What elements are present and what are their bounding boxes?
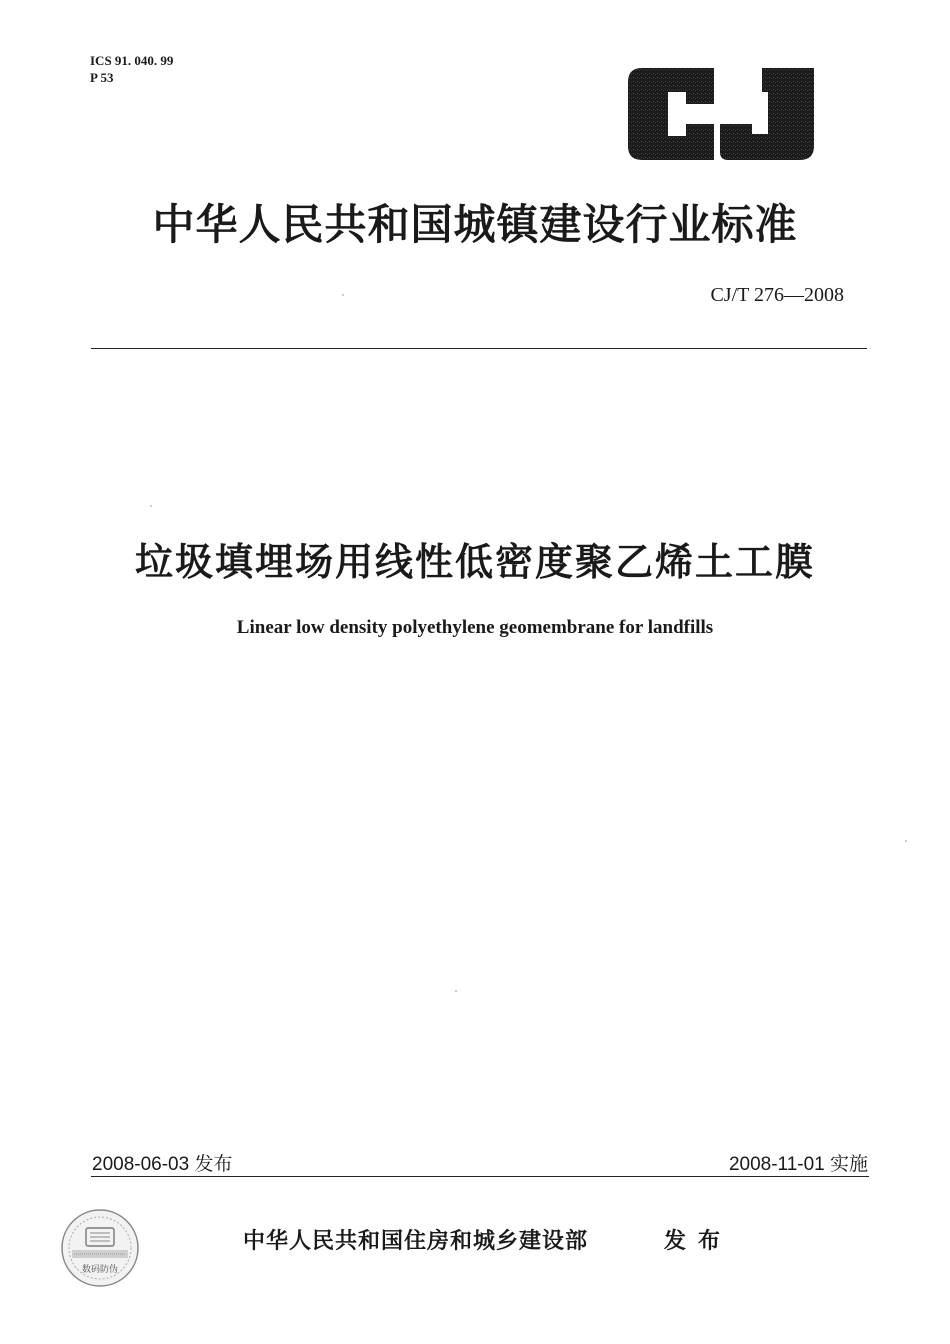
ics-code: ICS 91. 040. 99: [90, 53, 174, 68]
standard-number: CJ/T 276—2008: [710, 284, 844, 306]
chinese-title: 垃圾填埋场用线性低密度聚乙烯土工膜: [134, 540, 815, 584]
bottom-divider: [91, 1176, 869, 1177]
implementation-date: 2008-11-01 实施: [728, 1154, 868, 1175]
publisher: 中华人民共和国住房和城乡建设部: [243, 1229, 589, 1254]
seal-text: 数码防伪: [81, 1265, 119, 1275]
scan-speck: [905, 840, 907, 842]
industry-standard-title: 中华人民共和国城镇建设行业标准: [152, 200, 798, 249]
scan-speck: [342, 294, 344, 296]
scan-speck: [150, 505, 152, 507]
ccs-code: P 53: [90, 70, 114, 85]
publish-label: 发布: [664, 1229, 733, 1254]
issue-date: 2008-06-03 发布: [92, 1154, 233, 1175]
anti-counterfeit-seal: [60, 1208, 140, 1288]
top-divider: [91, 348, 867, 349]
scan-speck: [455, 990, 457, 992]
cj-logo: [628, 68, 814, 160]
english-title: Linear low density polyethylene geomembrane for landfills: [236, 617, 714, 638]
classification-codes: [90, 52, 173, 86]
